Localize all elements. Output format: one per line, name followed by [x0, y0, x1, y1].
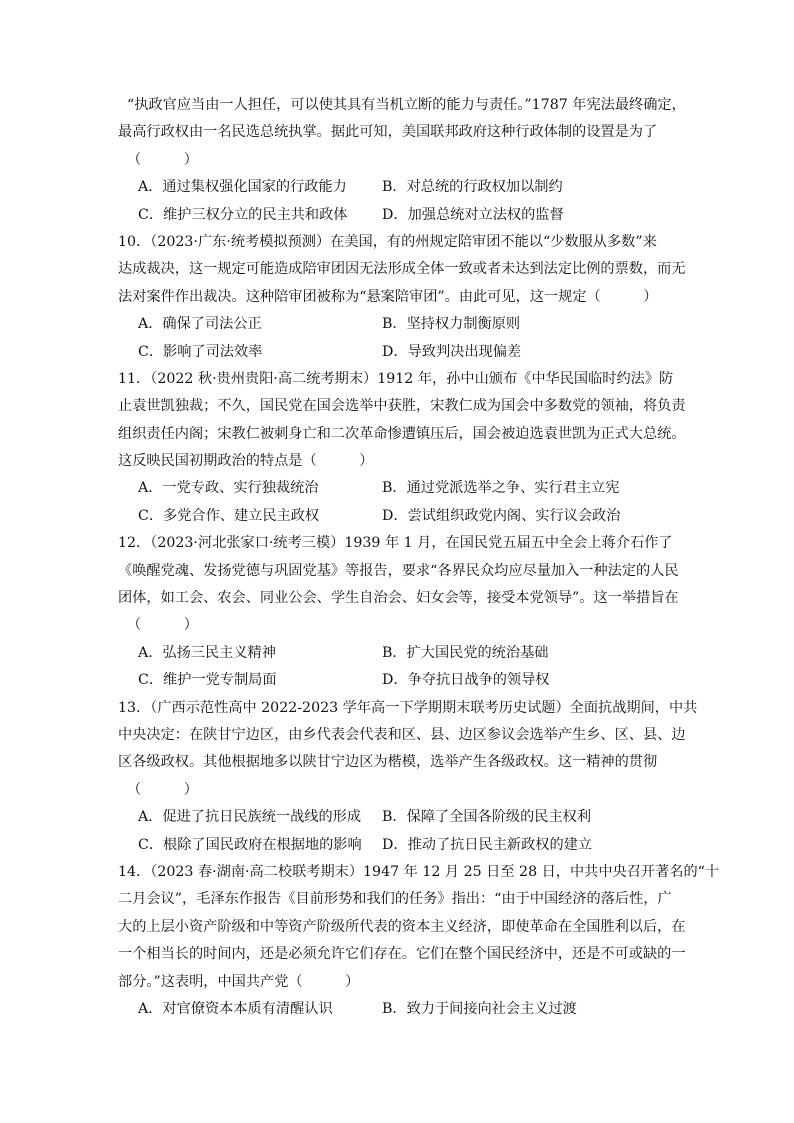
option-row	[118, 667, 688, 694]
question-text: 《唤醒党魂、发扬党德与巩固党基》等报告，要求“各界民众均应尽量加入一种法定的人民	[118, 562, 679, 579]
question-text: 组织责任内阁；宋教仁被刺身亡和二次革命惨遭镇压后，国会被迫选袁世凯为正式大总统。	[118, 425, 686, 442]
option-b: B．坚持权力制衡原则	[382, 316, 521, 333]
option-a: A．确保了司法公正	[138, 316, 262, 333]
option-a: A．通过集权强化国家的行政能力	[138, 179, 347, 196]
option-d: D．争夺抗日战争的领导权	[382, 672, 550, 689]
question-text: 最高行政权由一名民选总统执掌。据此可知，美国联邦政府这种行政体制的设置是为了	[118, 124, 658, 141]
option-d: D．尝试组织政党内阁、实行议会政治	[382, 507, 621, 524]
question-text: 中央决定：在陕甘宁边区，由乡代表会代表和区、县、边区参议会选举产生乡、区、县、边	[118, 726, 686, 743]
option-row	[118, 804, 688, 831]
question-text: “执政官应当由一人担任，可以使其具有当机立断的能力与责任。”1787 年宪法最终确定，	[127, 97, 686, 113]
question-text: 11．（2022 秋·贵州贵阳·高二统考期末）1912 年，孙中山颁布《中华民国临时约法》防	[118, 370, 674, 387]
question-9	[118, 92, 688, 229]
option-d: D．加强总统对立法权的监督	[382, 206, 564, 223]
option-b: B．扩大国民党的统治基础	[382, 644, 549, 661]
question-text: 13．（广西示范性高中 2022-2023 学年高一下学期期末联考历史试题）全面抗战期间，中共	[118, 699, 698, 716]
option-b: B．对总统的行政权加以制约	[382, 179, 563, 196]
option-b: B．通过党派选举之争、实行君主立宪	[382, 480, 620, 497]
option-d: D．推动了抗日民主新政权的建立	[382, 836, 593, 853]
option-row	[118, 311, 688, 338]
question-text: 大的上层小资产阶级和中等资产阶级所代表的资本主义经济，即使革命在全国胜利以后，在	[118, 918, 686, 935]
question-text: 12．（2023·河北张家口·统考三模）1939 年 1 月，在国民党五届五中全会上蒋介石作了	[118, 535, 673, 552]
option-row	[118, 832, 688, 859]
question-11	[118, 366, 688, 530]
option-row	[118, 339, 688, 366]
question-text: 一个相当长的时间内，还是必须允许它们存在。它们在整个国民经济中，还是不可或缺的一	[118, 946, 686, 963]
answer-blank: （ ）	[127, 781, 198, 798]
answer-blank: （ ）	[127, 151, 198, 168]
question-text: 止袁世凯独裁；不久，国民党在国会选举中获胜，宋教仁成为国会中多数党的领袖，将负责	[118, 398, 686, 415]
question-13	[118, 695, 698, 859]
question-text: 区各级政权。其他根据地多以陕甘宁边区为楷模，选举产生各级政权。这一精神的贯彻	[118, 754, 658, 771]
option-row	[118, 640, 688, 667]
option-a: A．促进了抗日民族统一战线的形成	[138, 809, 362, 826]
option-b: B．致力于间接向社会主义过渡	[382, 1000, 577, 1017]
option-row	[118, 202, 688, 229]
option-b: B．保障了全国各阶级的民主权利	[382, 809, 592, 826]
question-text: 团体，如工会、农会、同业公会、学生自治会、妇女会等，接受本党领导”。这一举措旨在	[118, 590, 679, 607]
option-c: C．多党合作、建立民主政权	[138, 507, 320, 524]
option-c: C．维护一党专制局面	[138, 672, 277, 689]
question-12	[118, 530, 688, 694]
question-14	[118, 859, 720, 1023]
option-c: C．维护三权分立的民主共和政体	[138, 206, 348, 223]
question-text: 14．（2023 春·湖南·高二校联考期末）1947 年 12 月 25 日至 28 日，中共中央召开著名的“十	[118, 863, 720, 880]
option-c: C．影响了司法效率	[138, 343, 263, 360]
option-row	[118, 475, 688, 502]
option-d: D．导致判决出现偏差	[382, 343, 522, 360]
option-c: C．根除了国民政府在根据地的影响	[138, 836, 362, 853]
question-text: 这反映民国初期政治的特点是（ ）	[118, 453, 374, 470]
option-row	[118, 996, 688, 1023]
exam-page	[118, 92, 720, 1023]
question-text: 二月会议”，毛泽东作报告《目前形势和我们的任务》指出：“由于中国经济的落后性，广	[118, 891, 672, 908]
question-text: 部分。”这表明，中国共产党（ ）	[118, 973, 360, 990]
option-a: A．对官僚资本本质有清醒认识	[138, 1000, 333, 1017]
answer-blank: （ ）	[127, 617, 198, 634]
question-text: 法对案件作出裁决。这种陪审团被称为“悬案陪审团”。由此可见，这一规定（ ）	[118, 288, 658, 305]
question-text: 达成裁决，这一规定可能造成陪审团因无法形成全体一致或者未达到法定比例的票数，而无	[118, 261, 686, 278]
question-10	[118, 229, 688, 366]
question-text: 10．（2023·广东·统考模拟预测）在美国，有的州规定陪审团不能以“少数服从多数”来	[118, 233, 657, 250]
option-row	[118, 503, 688, 530]
option-a: A．一党专政、实行独裁统治	[138, 480, 319, 497]
option-a: A．弘扬三民主义精神	[138, 644, 276, 661]
option-row	[118, 174, 688, 201]
